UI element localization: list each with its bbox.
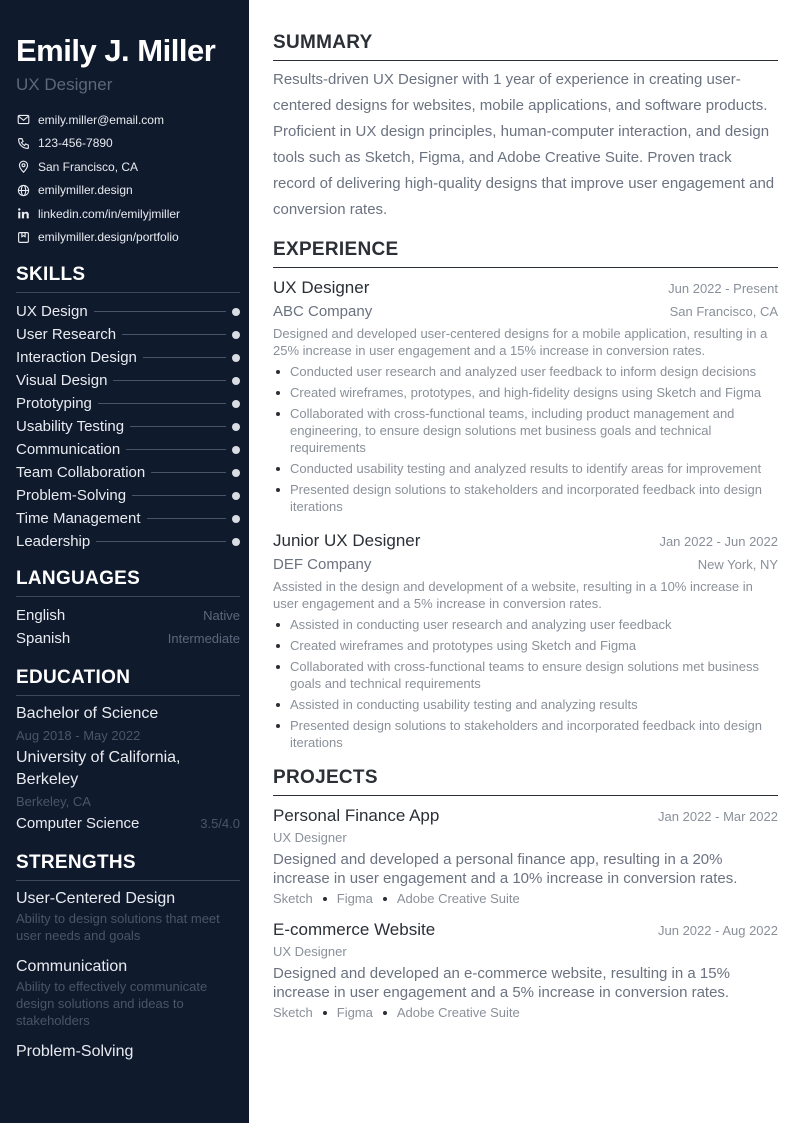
skill-dot [232,469,240,477]
languages-heading: LANGUAGES [16,567,240,597]
contact-portfolio[interactable] [16,226,240,250]
job-bullets [273,363,778,515]
strengths-section [16,851,240,1063]
portfolio-icon [16,230,30,244]
job-description: Designed and developed user-centered designs for a mobile application, resulting in a 25% increase in user engagement and a 15% increase in conversion rates. [273,326,768,358]
education-field-row [16,813,240,835]
skill-label: Prototyping [16,395,92,412]
skill-item [16,369,240,392]
project-tags [273,1005,778,1020]
project-tag: Adobe Creative Suite [396,891,520,906]
job-bullet: Collaborated with cross-functional teams, including product management and engineering, to ensure design solutions met business goals and technical requirements [273,405,778,456]
location-pin-icon [16,160,30,174]
project-role: UX Designer [273,830,347,845]
skill-dot [232,423,240,431]
job-dates: Jun 2022 - Present [668,281,778,296]
job-bullet: Collaborated with cross-functional teams to ensure design solutions met business goals and technical requirements [273,658,778,692]
strength-desc: Ability to effectively communicate design solutions and ideas to stakeholders [16,979,208,1028]
language-item [16,604,240,627]
skill-item [16,484,240,507]
skill-label: User Research [16,326,117,343]
job-bullet: Assisted in conducting usability testing and analyzing results [273,696,778,713]
skill-label: Team Collaboration [16,464,146,481]
summary-heading: SUMMARY [273,30,778,61]
contact-phone[interactable] [16,132,240,156]
linkedin-icon [16,207,30,221]
strength-title: Problem-Solving [16,1043,134,1060]
skills-heading: SKILLS [16,263,240,293]
language-item [16,627,240,650]
phone-icon [16,136,30,150]
education-location: Berkeley, CA [16,794,91,809]
job-location: New York, NY [697,557,778,572]
contact-portfolio-text: emilymiller.design/portfolio [38,230,179,245]
candidate-name: Emily J. Miller [16,33,216,68]
skill-item [16,507,240,530]
project-entry [273,918,778,1020]
skill-line [147,518,227,519]
skill-item [16,530,240,553]
skill-label: UX Design [16,303,88,320]
job-company: ABC Company [273,303,373,320]
main-content [273,30,778,1020]
skill-label: Visual Design [16,372,108,389]
job-bullet: Conducted usability testing and analyzed results to identify areas for improvement [273,460,778,477]
projects-section [273,765,778,1020]
skill-label: Leadership [16,533,91,550]
project-tag: Sketch [273,1005,313,1020]
education-degree: Bachelor of Science [16,705,159,722]
education-dates: Aug 2018 - May 2022 [16,728,141,743]
sidebar [0,0,249,1123]
project-tag: Adobe Creative Suite [396,1005,520,1020]
project-dates: Jan 2022 - Mar 2022 [658,809,778,824]
skill-line [151,472,226,473]
summary-text: Results-driven UX Designer with 1 year of experience in creating user-centered designs for websites, mobile applications, and software products. Proficient in UX design principles, human-computer interaction, and design tools such as Sketch, Figma, and Adobe Creative Suite. Proven track record of delivering high-quality designs that improve user engagement and conversion rates. [273,71,775,218]
job-title: Junior UX Designer [273,531,421,550]
job-company: DEF Company [273,556,372,573]
contact-list [16,108,240,249]
skill-line [122,334,226,335]
skills-section [16,263,240,553]
language-name: English [16,607,66,624]
skill-item [16,300,240,323]
language-name: Spanish [16,630,71,647]
languages-section [16,567,240,650]
strengths-heading: STRENGTHS [16,851,240,881]
skill-line [113,380,226,381]
project-dates: Jun 2022 - Aug 2022 [658,923,778,938]
skill-item [16,392,240,415]
job-bullet: Presented design solutions to stakeholders and incorporated feedback into design iterations [273,717,778,751]
tag-separator [323,897,327,901]
contact-linkedin-text: linkedin.com/in/emilyjmiller [38,206,181,221]
job-bullet: Presented design solutions to stakeholders and incorporated feedback into design iterations [273,481,778,515]
education-section [16,666,240,835]
job-description: Assisted in the design and development of a website, resulting in a 10% increase in user engagement and a 5% increase in conversion rates. [273,579,753,611]
job-dates: Jan 2022 - Jun 2022 [659,534,778,549]
education-school: University of California, Berkeley [16,749,181,788]
globe-icon [16,183,30,197]
contact-email[interactable] [16,108,240,132]
language-level: Intermediate [167,631,240,646]
job-bullets [273,616,778,751]
skill-line [98,403,226,404]
project-description: Designed and developed a personal finance app, resulting in a 20% increase in user engagement and a 10% increase in conversion rates. [273,851,738,887]
job-entry [273,276,778,515]
skill-item [16,346,240,369]
experience-section [273,237,778,751]
skill-label: Problem-Solving [16,487,127,504]
contact-location-text: San Francisco, CA [38,159,139,174]
skill-dot [232,308,240,316]
job-title: UX Designer [273,278,370,297]
job-location: San Francisco, CA [669,304,778,319]
skill-dot [232,331,240,339]
job-bullet: Conducted user research and analyzed user feedback to inform design decisions [273,363,778,380]
contact-phone-text: 123-456-7890 [38,136,113,151]
strength-desc: Ability to design solutions that meet user needs and goals [16,911,220,943]
skill-label: Time Management [16,510,141,527]
project-title: Personal Finance App [273,806,440,825]
skill-item [16,461,240,484]
education-gpa: 3.5/4.0 [200,816,240,831]
project-title: E-commerce Website [273,920,436,939]
skill-dot [232,515,240,523]
job-bullet: Created wireframes and prototypes using Sketch and Figma [273,637,778,654]
skill-item [16,415,240,438]
skill-dot [232,400,240,408]
skill-dot [232,492,240,500]
contact-website-text: emilymiller.design [38,183,133,198]
job-bullet: Assisted in conducting user research and analyzing user feedback [273,616,778,633]
skill-label: Communication [16,441,121,458]
skill-line [96,541,226,542]
language-level: Native [203,608,240,623]
tag-separator [323,1011,327,1015]
contact-location [16,155,240,179]
skill-item [16,323,240,346]
education-field: Computer Science [16,815,140,832]
skill-line [130,426,226,427]
project-description: Designed and developed an e-commerce website, resulting in a 15% increase in user engagement and a 5% increase in conversion rates. [273,965,730,1001]
strength-title: User-Centered Design [16,890,176,907]
skill-dot [232,354,240,362]
envelope-icon [16,113,30,127]
skill-dot [232,377,240,385]
skill-line [143,357,226,358]
skill-label: Usability Testing [16,418,125,435]
project-entry [273,804,778,906]
projects-heading: PROJECTS [273,765,778,796]
contact-website[interactable] [16,179,240,203]
education-heading: EDUCATION [16,666,240,696]
contact-linkedin[interactable] [16,202,240,226]
tag-separator [383,1011,387,1015]
skill-item [16,438,240,461]
experience-heading: EXPERIENCE [273,237,778,268]
project-tag: Sketch [273,891,313,906]
skill-line [132,495,226,496]
project-tag: Figma [336,1005,373,1020]
summary-section [273,30,778,223]
skill-label: Interaction Design [16,349,137,366]
contact-email-text: emily.miller@email.com [38,112,164,127]
candidate-role: UX Designer [16,75,113,94]
project-role: UX Designer [273,944,347,959]
skill-line [126,449,226,450]
tag-separator [383,897,387,901]
project-tags [273,891,778,906]
skill-line [94,311,226,312]
strength-title: Communication [16,958,128,975]
skill-dot [232,538,240,546]
job-entry [273,529,778,751]
project-tag: Figma [336,891,373,906]
job-bullet: Created wireframes, prototypes, and high-fidelity designs using Sketch and Figma [273,384,778,401]
skill-dot [232,446,240,454]
